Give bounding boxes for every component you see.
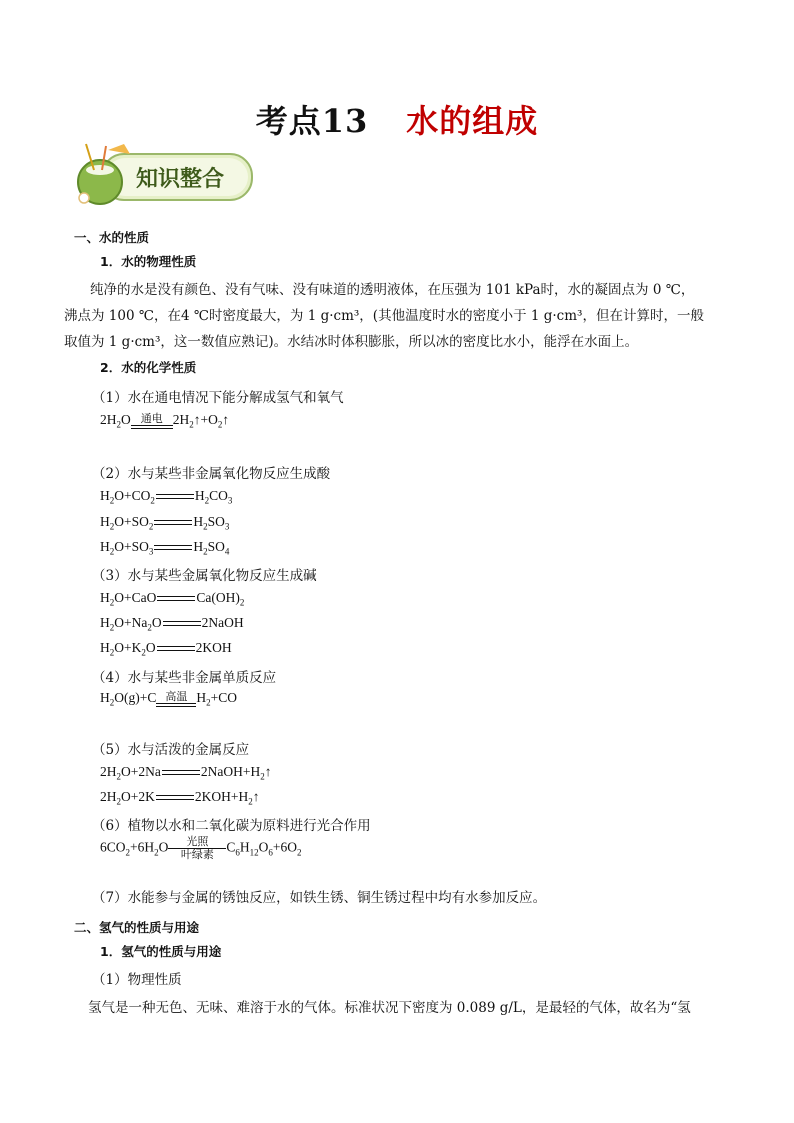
sec2-c1: （1）物理性质	[92, 972, 182, 988]
badge-label: 知识整合	[135, 167, 225, 192]
eq-na2o: $H_2O+Na_2O$ 2NaOH	[100, 615, 244, 633]
sec1-c7: （7）水能参与金属的锈蚀反应，如铁生锈、铜生锈过程中均有水参加反应。	[92, 890, 547, 906]
title-topic: 水的组成	[406, 102, 539, 140]
sec1-heading: 一、水的性质	[74, 230, 150, 245]
sec2-sub1: 1．氢气的性质与用途	[100, 944, 222, 959]
eq-photosynthesis: $6CO_2+6H_2O$ 光照 叶绿素 $C_6H_{12}O_6+6O_2$	[100, 835, 302, 861]
sec2-para1: 氢气是一种无色、无味、难溶于水的气体。标准状况下密度为 0.089 g/L，是最轻的气体，故名为“氢	[88, 1000, 691, 1016]
eq-k: $2H_2O+2K$ $2KOH+H_2↑$	[100, 789, 260, 807]
sec1-c6: （6）植物以水和二氧化碳为原料进行光合作用	[92, 818, 371, 834]
sec1-c3: （3）水与某些金属氧化物反应生成碱	[92, 568, 317, 584]
sec1-para1-l2: 沸点为 100 ℃，在4 ℃时密度最大，为 1 g·cm³，(其他温度时水的密度小于 1 g·cm³，但在计算时，一般	[64, 308, 704, 324]
sec1-c2: （2）水与某些非金属氧化物反应生成酸	[92, 466, 331, 482]
eq1-condition: 通电	[140, 411, 163, 425]
eq-electrolysis: $2H_2O$ 通电 $2H_2↑+O_2↑$	[100, 411, 230, 430]
sec1-c5: （5）水与活泼的金属反应	[92, 742, 250, 758]
sec1-para1-l1: 纯净的水是没有颜色、没有气味、没有味道的透明液体，在压强为 101 kPa时，水的凝固点为 0 ℃，	[90, 282, 695, 298]
sec2-heading: 二、氢气的性质与用途	[74, 920, 200, 935]
title-number: 考点13	[255, 102, 369, 140]
eq-k2o: $H_2O+K_2O$ 2KOH	[100, 640, 232, 658]
photo-condition-top: 光照	[186, 835, 209, 848]
knowledge-badge	[72, 140, 254, 210]
sec1-c4: （4）水与某些非金属单质反应	[92, 670, 277, 686]
eq-so3: $H_2O+SO_3$ $H_2SO_4$	[100, 539, 230, 557]
eq-na: $2H_2O+2Na$ $2NaOH+H_2↑$	[100, 764, 272, 782]
eq-cao: $H_2O+CaO$ $Ca(OH)_2$	[100, 590, 245, 608]
eq-co2: $H_2O+CO_2$ $H_2CO_3$	[100, 488, 233, 506]
eq-so2: $H_2O+SO_2$ $H_2SO_3$	[100, 514, 230, 532]
photo-condition-bottom: 叶绿素	[180, 848, 214, 861]
eq-carbon: $H_2O(g)+C$ 高温 $H_2+CO$	[100, 689, 237, 708]
eq-c-condition: 高温	[165, 689, 188, 703]
sec1-c1: （1）水在通电情况下能分解成氢气和氧气	[92, 390, 344, 406]
page-title	[0, 96, 794, 142]
sec1-para1-l3: 取值为 1 g·cm³，这一数值应熟记)。水结冰时体积膨胀，所以冰的密度比水小，能浮在水面上。	[64, 334, 639, 350]
sec1-sub2: 2．水的化学性质	[100, 360, 197, 375]
sec1-sub1: 1．水的物理性质	[100, 254, 197, 269]
